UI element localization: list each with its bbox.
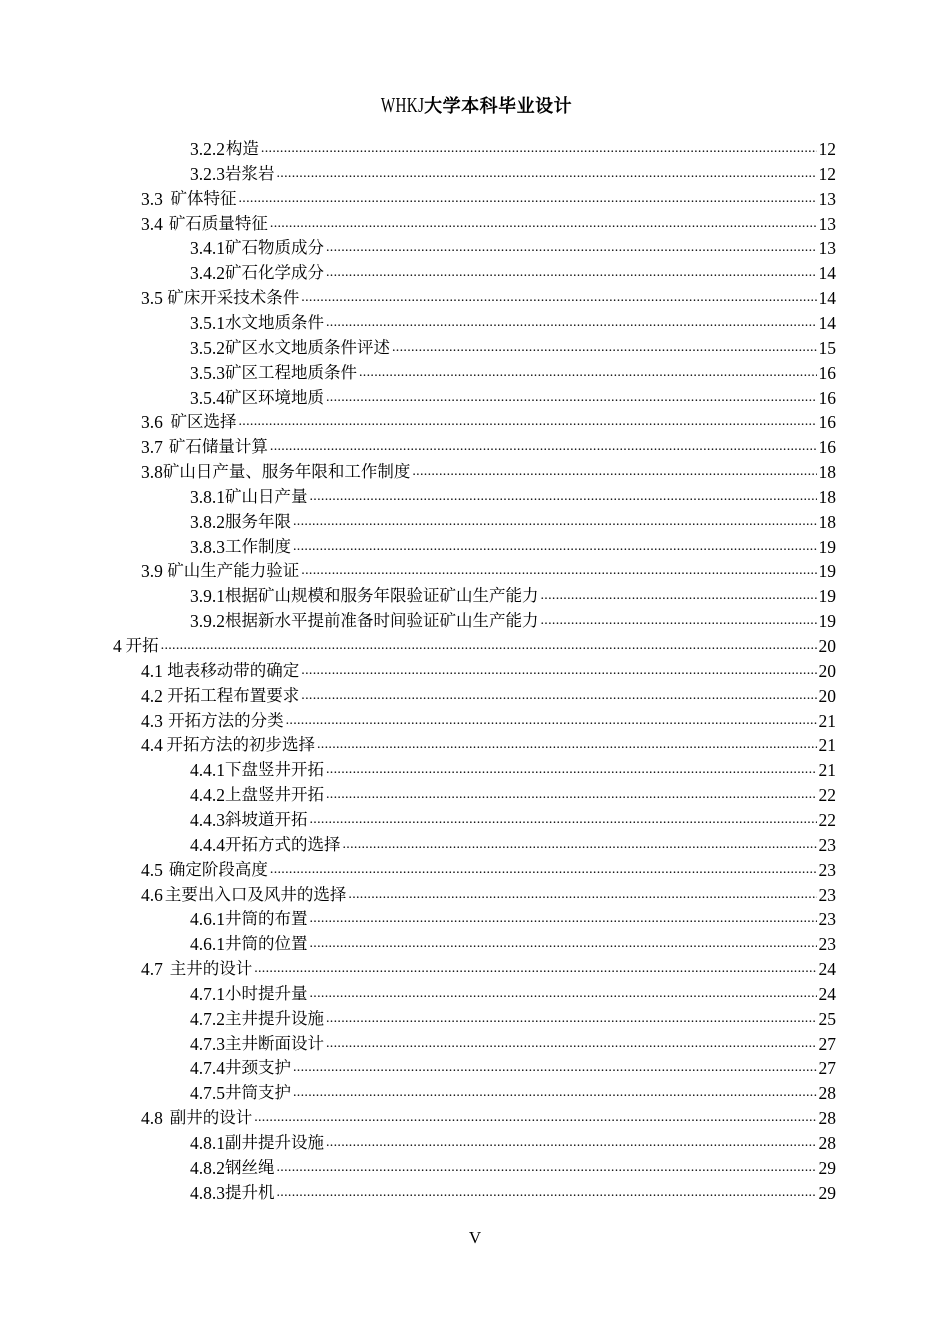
toc-entry-title: 矿山日产量、服务年限和工作制度 (162, 462, 411, 482)
header-abbreviation: WHKJ (380, 93, 425, 117)
toc-entry-page: 28 (818, 1108, 836, 1129)
toc-entry-page: 14 (818, 263, 836, 284)
toc-entry-title: 提升机 (225, 1182, 275, 1202)
toc-entry-title: 开拓方法的初步选择 (166, 735, 315, 755)
toc-entry-title: 矿山日产量 (225, 486, 308, 506)
toc-dot-leader (343, 833, 817, 858)
toc-entry-title: 矿石物质成分 (225, 238, 324, 258)
toc-entry-number: 3.3 (141, 188, 163, 209)
toc-entry[interactable] (190, 236, 836, 261)
toc-dot-leader (326, 1131, 817, 1156)
toc-entry-title: 矿区选择 (170, 412, 237, 432)
toc-entry-page: 24 (818, 983, 836, 1004)
toc-entry-number: 4.6 (141, 884, 163, 905)
toc-dot-leader (286, 709, 817, 734)
toc-dot-leader (359, 361, 817, 386)
toc-entry-title: 岩浆岩 (225, 163, 275, 183)
toc-dot-leader (310, 932, 817, 957)
toc-dot-leader (541, 609, 817, 634)
toc-entry-number: 4.7.4 (190, 1058, 225, 1079)
toc-entry-number: 3.8.1 (190, 486, 225, 507)
toc-entry-number: 4.8.3 (190, 1182, 225, 1203)
toc-dot-leader (293, 535, 817, 560)
toc-dot-leader (277, 1181, 817, 1206)
toc-entry-number: 4.4.1 (190, 760, 225, 781)
toc-entry[interactable] (141, 559, 836, 584)
toc-entry-title: 主井提升设施 (225, 1008, 324, 1028)
toc-entry[interactable] (141, 1106, 836, 1131)
toc-entry-title: 矿石质量特征 (168, 213, 268, 233)
toc-dot-leader (270, 858, 817, 883)
toc-entry-page: 14 (818, 288, 836, 309)
toc-entry-title: 矿区水文地质条件评述 (225, 337, 390, 357)
toc-entry[interactable] (190, 783, 836, 808)
toc-entry-page: 15 (818, 337, 836, 358)
toc-entry-title: 副井提升设施 (225, 1133, 324, 1152)
toc-entry[interactable] (190, 1156, 836, 1181)
toc-entry-number: 4.5 (141, 859, 163, 880)
toc-dot-leader (326, 311, 817, 336)
toc-entry-title: 矿区环境地质 (225, 387, 324, 407)
toc-entry-title: 开拓方法的分类 (168, 710, 284, 730)
toc-entry-number: 4.1 (141, 660, 163, 681)
running-header (0, 92, 950, 118)
toc-entry-number: 3.2.3 (190, 163, 225, 184)
toc-dot-leader (326, 1007, 817, 1032)
toc-entry-title: 井颈支护 (225, 1058, 291, 1078)
toc-entry[interactable] (190, 1081, 836, 1106)
toc-dot-leader (392, 336, 817, 361)
toc-entry-page: 16 (818, 412, 836, 433)
toc-entry-page: 25 (818, 1008, 836, 1029)
toc-entry[interactable] (190, 833, 836, 858)
toc-entry-title: 服务年限 (225, 511, 291, 531)
toc-entry[interactable] (113, 634, 836, 659)
toc-dot-leader (317, 733, 817, 758)
toc-entry[interactable] (190, 1181, 836, 1206)
toc-entry-number: 3.5 (141, 288, 163, 309)
toc-dot-leader (310, 808, 817, 833)
header-title: 大学本科毕业设计 (424, 96, 573, 117)
toc-entry-page: 29 (818, 1157, 836, 1178)
toc-entry-title: 确定阶段高度 (168, 859, 268, 879)
toc-entry[interactable] (190, 137, 836, 162)
toc-entry-page: 22 (818, 785, 836, 806)
toc-entry-number: 4.8.1 (190, 1133, 225, 1153)
toc-entry-page: 23 (818, 884, 836, 905)
toc-dot-leader (293, 510, 817, 535)
toc-dot-leader (277, 1156, 817, 1181)
toc-entry-title: 开拓方式的选择 (225, 834, 341, 854)
toc-entry-title: 矿床开采技术条件 (167, 288, 300, 308)
toc-entry-page: 12 (818, 139, 836, 159)
toc-entry-number: 4.2 (141, 685, 163, 706)
toc-entry-title: 主要出入口及风井的选择 (164, 884, 347, 904)
toc-entry-title: 开拓工程布置要求 (167, 685, 300, 705)
toc-entry-page: 23 (818, 859, 836, 880)
toc-entry-number: 3.8.2 (190, 511, 225, 532)
toc-entry-number: 3.5.2 (190, 337, 225, 358)
toc-entry[interactable] (190, 361, 836, 386)
toc-entry-title: 开拓 (125, 636, 159, 655)
toc-dot-leader (293, 1056, 817, 1081)
toc-entry-page: 13 (818, 188, 836, 209)
toc-dot-leader (326, 386, 817, 411)
toc-entry[interactable] (190, 162, 836, 187)
toc-entry-page: 21 (818, 710, 836, 731)
toc-entry-number: 3.8 (141, 462, 163, 483)
toc-dot-leader (348, 883, 816, 908)
toc-entry[interactable] (141, 410, 836, 435)
toc-entry[interactable] (190, 1056, 836, 1081)
toc-entry[interactable] (141, 957, 836, 982)
toc-entry-number: 3.9.2 (190, 611, 225, 632)
toc-entry[interactable] (190, 808, 836, 833)
toc-entry-number: 3.9.1 (190, 586, 225, 607)
toc-entry-page: 23 (818, 934, 836, 955)
toc-entry[interactable] (141, 709, 836, 734)
toc-entry-page: 18 (818, 462, 836, 483)
toc-dot-leader (310, 485, 817, 510)
toc-entry-number: 3.4.2 (190, 263, 225, 284)
toc-entry-title: 矿石化学成分 (225, 263, 324, 283)
toc-entry-page: 19 (818, 536, 836, 557)
toc-entry-page: 12 (818, 163, 836, 184)
toc-entry-page: 23 (818, 909, 836, 930)
toc-entry[interactable] (190, 336, 836, 361)
toc-entry-number: 4.8.2 (190, 1157, 225, 1178)
toc-dot-leader (326, 758, 817, 783)
toc-dot-leader (301, 659, 816, 684)
toc-entry[interactable] (190, 907, 836, 932)
toc-entry-number: 3.7 (141, 437, 163, 458)
toc-entry-title: 主井断面设计 (225, 1033, 324, 1053)
toc-entry[interactable] (190, 584, 836, 609)
toc-entry-page: 20 (818, 685, 836, 706)
toc-entry-title: 斜坡道开拓 (225, 809, 308, 829)
toc-dot-leader (310, 907, 817, 932)
toc-entry[interactable] (141, 460, 836, 485)
toc-entry-page: 23 (818, 834, 836, 855)
toc-entry-title: 主井的设计 (169, 959, 253, 979)
toc-entry-number: 3.5.3 (190, 362, 225, 383)
toc-entry-page: 19 (818, 561, 836, 582)
toc-dot-leader (541, 584, 817, 609)
page-number: V (468, 1228, 482, 1247)
toc-entry-title: 井筒支护 (225, 1083, 291, 1103)
toc-entry-number: 3.8.3 (190, 536, 225, 557)
toc-entry-title: 井筒的位置 (225, 934, 308, 954)
toc-entry-number: 4 (113, 636, 122, 656)
toc-entry[interactable] (190, 510, 836, 535)
toc-entry[interactable] (190, 1007, 836, 1032)
toc-entry-page: 19 (818, 611, 836, 632)
toc-entry-number: 4.8 (141, 1108, 163, 1129)
toc-entry-number: 4.4.4 (190, 834, 225, 855)
toc-dot-leader (277, 162, 817, 187)
toc-entry[interactable] (190, 261, 836, 286)
toc-entry-page: 27 (818, 1058, 836, 1079)
toc-entry-page: 14 (818, 312, 836, 333)
toc-dot-leader (270, 435, 817, 460)
toc-entry-number: 4.4.2 (190, 785, 225, 806)
toc-entry-title: 副井的设计 (169, 1108, 253, 1128)
toc-entry[interactable] (190, 1032, 836, 1057)
toc-entry[interactable] (141, 659, 836, 684)
toc-dot-leader (293, 1081, 817, 1106)
toc-entry[interactable] (141, 187, 836, 212)
toc-entry-page: 18 (818, 486, 836, 507)
toc-entry-page: 18 (818, 511, 836, 532)
toc-entry-page: 21 (818, 735, 836, 756)
toc-dot-leader (326, 236, 817, 261)
toc-entry-title: 矿山生产能力验证 (167, 561, 300, 581)
toc-entry-number: 4.7.1 (190, 983, 225, 1004)
toc-entry-number: 4.7.2 (190, 1008, 225, 1029)
toc-entry-title: 构造 (225, 139, 259, 158)
toc-entry[interactable] (190, 311, 836, 336)
toc-entry[interactable] (141, 733, 836, 758)
toc-dot-leader (270, 212, 817, 237)
toc-entry-page: 16 (818, 362, 836, 383)
toc-dot-leader (254, 1106, 816, 1131)
toc-entry-page: 19 (818, 586, 836, 607)
toc-entry-number: 4.4.3 (190, 809, 225, 830)
toc-entry[interactable] (190, 982, 836, 1007)
toc-entry-number: 4.7.5 (190, 1083, 225, 1104)
toc-entry-page: 16 (818, 437, 836, 458)
toc-entry-number: 3.4.1 (190, 238, 225, 259)
toc-entry-number: 3.4 (141, 213, 163, 234)
toc-entry-page: 24 (818, 959, 836, 980)
toc-entry-number: 3.9 (141, 561, 163, 582)
toc-entry-title: 下盘竖井开拓 (225, 760, 324, 780)
toc-entry[interactable] (141, 212, 836, 237)
toc-entry-page: 27 (818, 1033, 836, 1054)
toc-entry[interactable] (190, 535, 836, 560)
toc-entry-number: 4.3 (141, 710, 163, 731)
toc-entry-page: 21 (818, 760, 836, 781)
toc-entry-page: 20 (818, 636, 836, 656)
toc-entry-title: 根据新水平提前准备时间验证矿山生产能力 (225, 611, 539, 631)
toc-dot-leader (301, 559, 816, 584)
toc-entry-page: 13 (818, 238, 836, 259)
toc-entry[interactable] (141, 684, 836, 709)
toc-entry-page: 22 (818, 809, 836, 830)
toc-entry-page: 28 (818, 1133, 836, 1153)
toc-entry-number: 3.2.2 (190, 139, 225, 159)
toc-entry-number: 3.6 (141, 412, 163, 433)
toc-entry-title: 井筒的布置 (225, 909, 308, 929)
toc-entry-title: 上盘竖井开拓 (225, 785, 324, 805)
toc-entry[interactable] (190, 758, 836, 783)
toc-dot-leader (326, 261, 817, 286)
toc-entry-title: 矿石储量计算 (168, 437, 268, 457)
toc-entry[interactable] (190, 485, 836, 510)
toc-entry-title: 工作制度 (225, 536, 291, 556)
toc-dot-leader (301, 684, 816, 709)
toc-entry[interactable] (190, 386, 836, 411)
toc-entry[interactable] (141, 883, 836, 908)
toc-dot-leader (412, 460, 816, 485)
toc-dot-leader (239, 187, 817, 212)
toc-entry[interactable] (141, 435, 836, 460)
toc-dot-leader (261, 137, 817, 162)
toc-entry[interactable] (141, 286, 836, 311)
toc-entry-number: 4.6.1 (190, 934, 225, 955)
toc-entry[interactable] (141, 858, 836, 883)
toc-entry-title: 小时提升量 (225, 983, 308, 1003)
toc-dot-leader (326, 783, 817, 808)
toc-entry-number: 3.5.1 (190, 312, 225, 333)
toc-dot-leader (301, 286, 816, 311)
toc-entry-page: 29 (818, 1182, 836, 1203)
toc-entry-number: 3.5.4 (190, 387, 225, 408)
toc-entry-page: 28 (818, 1083, 836, 1104)
toc-entry-page: 16 (818, 387, 836, 408)
toc-entry-page: 13 (818, 213, 836, 234)
toc-entry-number: 4.4 (141, 735, 163, 756)
toc-dot-leader (239, 410, 817, 435)
toc-entry[interactable] (190, 1131, 836, 1156)
toc-entry-number: 4.7.3 (190, 1033, 225, 1054)
toc-entry-number: 4.7 (141, 959, 163, 980)
toc-entry-title: 钢丝绳 (225, 1157, 275, 1177)
toc-entry-title: 矿区工程地质条件 (225, 362, 357, 382)
toc-dot-leader (326, 1032, 817, 1057)
toc-entry-page: 20 (818, 660, 836, 681)
toc-dot-leader (254, 957, 816, 982)
toc-entry-title: 地表移动带的确定 (167, 660, 300, 680)
toc-dot-leader (161, 634, 817, 659)
toc-entry-title: 矿体特征 (170, 188, 237, 208)
toc-entry[interactable] (190, 932, 836, 957)
toc-entry[interactable] (190, 609, 836, 634)
toc-entry-number: 4.6.1 (190, 909, 225, 930)
toc-entry-title: 水文地质条件 (225, 312, 324, 332)
toc-dot-leader (310, 982, 817, 1007)
toc-entry-title: 根据矿山规模和服务年限验证矿山生产能力 (225, 586, 539, 606)
